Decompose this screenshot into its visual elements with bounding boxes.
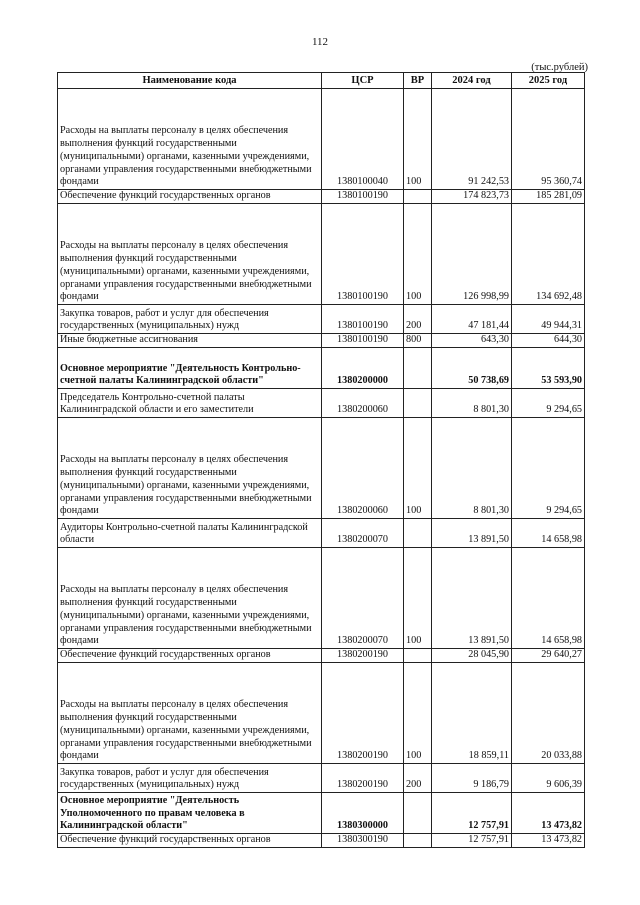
row-2025: 644,30: [512, 334, 585, 348]
table-row: [58, 190, 585, 204]
row-vr: 100: [404, 663, 432, 764]
row-vr: [404, 389, 432, 418]
row-vr: [404, 834, 432, 848]
row-csr: 1380100190: [322, 305, 404, 334]
row-csr: 1380200070: [322, 519, 404, 548]
row-vr: 100: [404, 548, 432, 649]
table-row: [58, 418, 585, 519]
row-name: Основное мероприятие "Деятельность Уполномоченного по правам человека в Калининградской области": [58, 793, 322, 834]
row-2025: 9 606,39: [512, 764, 585, 793]
row-name: Расходы на выплаты персоналу в целях обеспечения выполнения функций государственными (муниципальными) органами, казенными учреждениями, органами управления государственными внебюджетными фондами: [58, 204, 322, 305]
row-2025: 53 593,90: [512, 348, 585, 389]
table-row: [58, 348, 585, 389]
row-vr: 100: [404, 89, 432, 190]
row-csr: 1380300000: [322, 793, 404, 834]
row-vr: 100: [404, 204, 432, 305]
row-2025: 9 294,65: [512, 418, 585, 519]
row-name: Расходы на выплаты персоналу в целях обеспечения выполнения функций государственными (муниципальными) органами, казенными учреждениями, органами управления государственными внебюджетными фондами: [58, 418, 322, 519]
table-row: [58, 793, 585, 834]
units-label: (тыс.рублей): [531, 62, 588, 73]
row-vr: [404, 519, 432, 548]
header-csr: ЦСР: [322, 73, 404, 89]
table-row: [58, 204, 585, 305]
row-2024: 643,30: [432, 334, 512, 348]
page-number: 112: [311, 36, 329, 48]
header-2025: 2025 год: [512, 73, 585, 89]
row-2024: 13 891,50: [432, 548, 512, 649]
row-csr: 1380200000: [322, 348, 404, 389]
row-name: Председатель Контрольно-счетной палаты Калининградской области и его заместители: [58, 389, 322, 418]
row-2025: 13 473,82: [512, 834, 585, 848]
row-2025: 29 640,27: [512, 649, 585, 663]
table-row: [58, 334, 585, 348]
row-2025: 49 944,31: [512, 305, 585, 334]
row-csr: 1380200070: [322, 548, 404, 649]
table-row: [58, 389, 585, 418]
header-2024: 2024 год: [432, 73, 512, 89]
row-vr: [404, 348, 432, 389]
table-row: [58, 548, 585, 649]
row-csr: 1380200060: [322, 418, 404, 519]
row-2025: 20 033,88: [512, 663, 585, 764]
row-vr: 200: [404, 764, 432, 793]
row-csr: 1380200190: [322, 764, 404, 793]
row-name: Аудиторы Контрольно-счетной палаты Калининградской области: [58, 519, 322, 548]
table-row: [58, 519, 585, 548]
row-name: Обеспечение функций государственных органов: [58, 190, 322, 204]
table-row: [58, 663, 585, 764]
row-csr: 1380100040: [322, 89, 404, 190]
row-name: Обеспечение функций государственных органов: [58, 834, 322, 848]
table-row: [58, 764, 585, 793]
row-name: Иные бюджетные ассигнования: [58, 334, 322, 348]
row-name: Основное мероприятие "Деятельность Контрольно-счетной палаты Калининградской области": [58, 348, 322, 389]
row-2024: 12 757,91: [432, 793, 512, 834]
row-2025: 134 692,48: [512, 204, 585, 305]
row-2024: 9 186,79: [432, 764, 512, 793]
row-csr: 1380200190: [322, 663, 404, 764]
row-name: Обеспечение функций государственных органов: [58, 649, 322, 663]
row-2024: 50 738,69: [432, 348, 512, 389]
row-vr: 200: [404, 305, 432, 334]
row-csr: 1380100190: [322, 190, 404, 204]
row-2024: 13 891,50: [432, 519, 512, 548]
budget-table: [57, 72, 585, 848]
table-row: [58, 89, 585, 190]
row-2024: 28 045,90: [432, 649, 512, 663]
row-2024: 126 998,99: [432, 204, 512, 305]
table-row: [58, 649, 585, 663]
row-name: Закупка товаров, работ и услуг для обеспечения государственных (муниципальных) нужд: [58, 764, 322, 793]
table-row: [58, 305, 585, 334]
row-2025: 185 281,09: [512, 190, 585, 204]
row-2024: 47 181,44: [432, 305, 512, 334]
table-header-row: [58, 73, 585, 89]
row-2024: 18 859,11: [432, 663, 512, 764]
row-name: Расходы на выплаты персоналу в целях обеспечения выполнения функций государственными (муниципальными) органами, казенными учреждениями, органами управления государственными внебюджетными фондами: [58, 89, 322, 190]
row-2024: 8 801,30: [432, 418, 512, 519]
row-2024: 8 801,30: [432, 389, 512, 418]
row-name: Расходы на выплаты персоналу в целях обеспечения выполнения функций государственными (муниципальными) органами, казенными учреждениями, органами управления государственными внебюджетными фондами: [58, 663, 322, 764]
row-vr: 100: [404, 418, 432, 519]
row-2024: 174 823,73: [432, 190, 512, 204]
row-2024: 12 757,91: [432, 834, 512, 848]
row-2025: 9 294,65: [512, 389, 585, 418]
row-csr: 1380200060: [322, 389, 404, 418]
header-name: Наименование кода: [58, 73, 322, 89]
row-2025: 14 658,98: [512, 519, 585, 548]
row-csr: 1380100190: [322, 334, 404, 348]
row-vr: [404, 190, 432, 204]
table-row: [58, 834, 585, 848]
row-2025: 13 473,82: [512, 793, 585, 834]
row-csr: 1380100190: [322, 204, 404, 305]
row-vr: [404, 649, 432, 663]
row-2025: 95 360,74: [512, 89, 585, 190]
row-csr: 1380300190: [322, 834, 404, 848]
row-2024: 91 242,53: [432, 89, 512, 190]
row-name: Закупка товаров, работ и услуг для обеспечения государственных (муниципальных) нужд: [58, 305, 322, 334]
row-csr: 1380200190: [322, 649, 404, 663]
header-vr: ВР: [404, 73, 432, 89]
row-2025: 14 658,98: [512, 548, 585, 649]
row-name: Расходы на выплаты персоналу в целях обеспечения выполнения функций государственными (муниципальными) органами, казенными учреждениями, органами управления государственными внебюджетными фондами: [58, 548, 322, 649]
row-vr: [404, 793, 432, 834]
row-vr: 800: [404, 334, 432, 348]
